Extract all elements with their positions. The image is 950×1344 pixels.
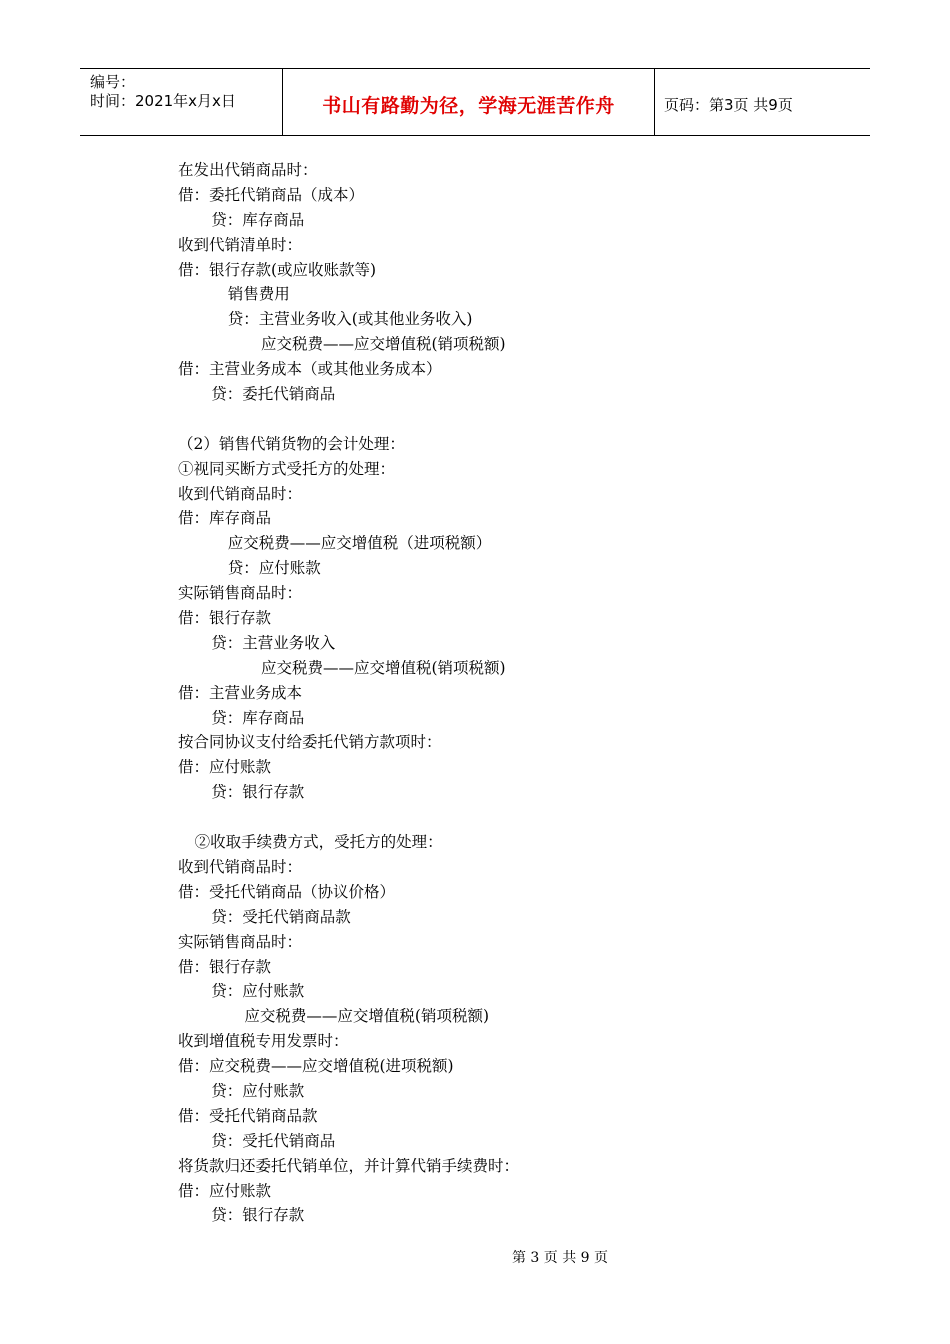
body-line: 借：主营业务成本（或其他业务成本） xyxy=(178,360,442,379)
body-line: 借：委托代销商品（成本） xyxy=(178,185,365,204)
body-line: 借：库存商品 xyxy=(178,509,272,528)
body-line: 借：应交税费——应交增值税(进项税额) xyxy=(178,1057,454,1076)
body-line: 贷：受托代销商品 xyxy=(211,1131,336,1150)
header-page-info: 页码：第3页 共9页 xyxy=(664,96,793,114)
body-line: 借：银行存款 xyxy=(178,957,272,976)
body-line: 实际销售商品时： xyxy=(178,584,303,603)
body-line: ①视同买断方式受托方的处理： xyxy=(178,459,396,478)
body-line: （2）销售代销货物的会计处理： xyxy=(178,434,405,453)
body-line: 按合同协议支付给委托代销方款项时： xyxy=(178,733,442,752)
body-line: 贷：受托代销商品款 xyxy=(211,907,351,926)
document-time-label: 时间：2021年x月x日 xyxy=(90,92,236,110)
body-line: 实际销售商品时： xyxy=(178,932,303,951)
body-line: 将货款归还委托代销单位，并计算代销手续费时： xyxy=(178,1156,520,1175)
body-line: 贷：应付账款 xyxy=(227,559,321,578)
document-body xyxy=(178,158,818,1228)
body-line: 借：受托代销商品款 xyxy=(178,1106,318,1125)
body-line: 贷：银行存款 xyxy=(211,1206,305,1225)
body-line: 应交税费——应交增值税(销项税额) xyxy=(261,335,506,354)
body-line: 借：银行存款 xyxy=(178,609,272,628)
page-footer: 第 3 页 共 9 页 xyxy=(511,1250,609,1266)
body-line: 贷：库存商品 xyxy=(211,210,305,229)
body-line: 贷：委托代销商品 xyxy=(211,385,336,404)
body-line: ②收取手续费方式，受托方的处理： xyxy=(194,833,443,852)
body-line: 贷：库存商品 xyxy=(211,708,305,727)
document-header xyxy=(80,68,870,136)
header-meta xyxy=(90,73,236,111)
body-line: 贷：主营业务收入(或其他业务收入) xyxy=(227,310,473,329)
body-line: 借：受托代销商品（协议价格） xyxy=(178,882,396,901)
body-line: 贷：银行存款 xyxy=(211,783,305,802)
blank-line xyxy=(178,805,818,830)
header-divider-right xyxy=(654,69,655,135)
body-line: 收到代销商品时： xyxy=(178,484,303,503)
body-line: 贷：应付账款 xyxy=(211,982,305,1001)
header-motto: 书山有路勤为径，学海无涯苦作舟 xyxy=(322,95,615,117)
body-line: 收到代销清单时： xyxy=(178,235,303,254)
body-line: 应交税费——应交增值税(销项税额) xyxy=(244,1007,489,1026)
body-line: 借：应付账款 xyxy=(178,758,272,777)
body-line: 销售费用 xyxy=(227,285,290,304)
blank-line xyxy=(178,407,818,432)
body-line: 收到代销商品时： xyxy=(178,857,303,876)
body-line: 借：应付账款 xyxy=(178,1181,272,1200)
body-line: 收到增值税专用发票时： xyxy=(178,1032,349,1051)
document-number-label: 编号： xyxy=(90,73,136,91)
body-line: 贷：应付账款 xyxy=(211,1081,305,1100)
body-line: 在发出代销商品时： xyxy=(178,161,318,179)
body-line: 应交税费——应交增值税（进项税额） xyxy=(227,534,492,553)
body-line: 借：银行存款(或应收账款等) xyxy=(178,260,377,279)
body-line: 借：主营业务成本 xyxy=(178,683,303,702)
body-line: 应交税费——应交增值税(销项税额) xyxy=(261,658,506,677)
body-line: 贷：主营业务收入 xyxy=(211,633,336,652)
